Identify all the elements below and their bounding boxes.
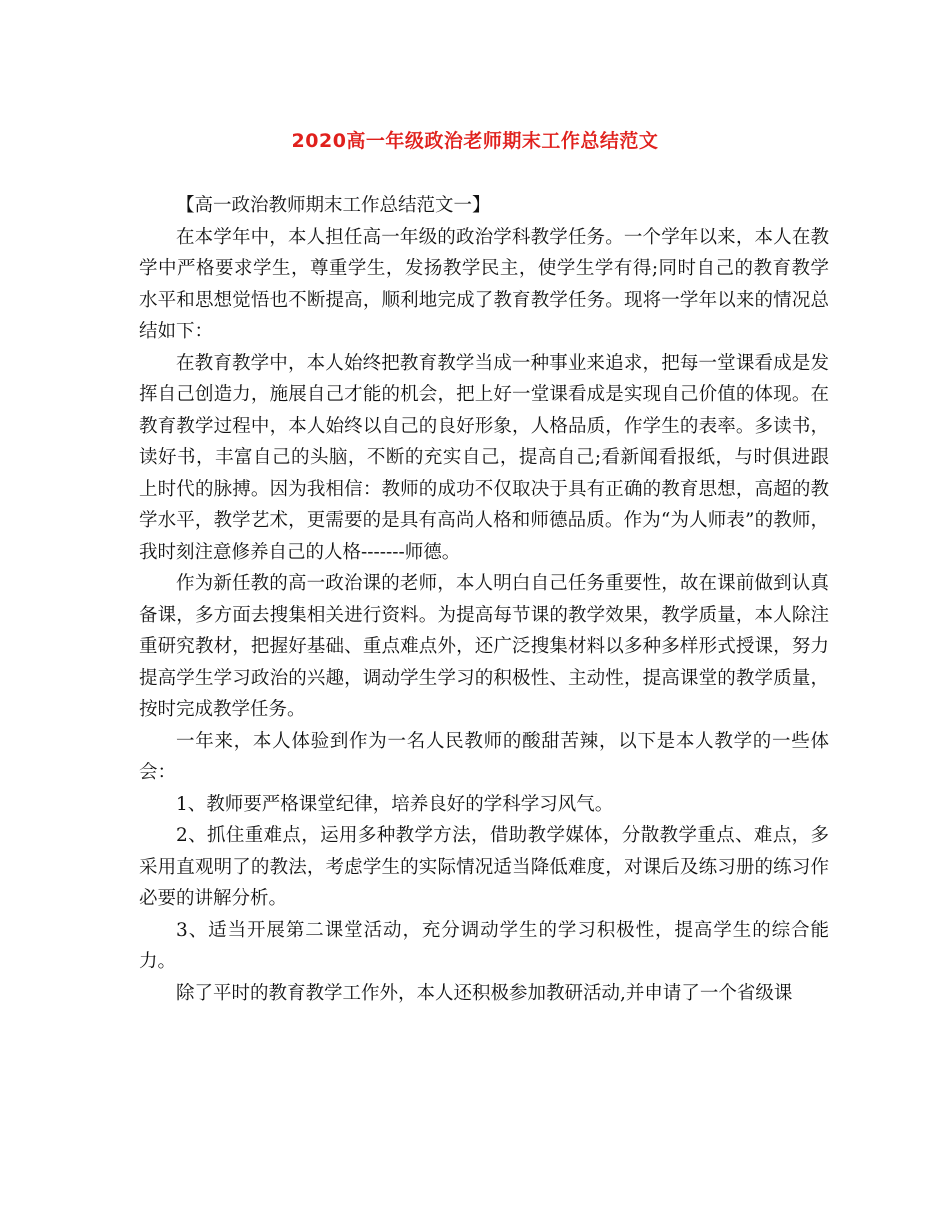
paragraph: 作为新任教的高一政治课的老师，本人明白自己任务重要性，故在课前做到认真备课，多方面去搜集相关进行资料。为提高每节课的教学效果，教学质量，本人除注重研究教材，把握好基础、重点难点外，还广泛搜集材料以多种多样形式授课，努力提高学生学习政治的兴趣，调动学生学习的积极性、主动性，提高课堂的教学质量，按时完成教学任务。 <box>139 573 829 720</box>
paragraph: 除了平时的教育教学工作外，本人还积极参加教研活动,并申请了一个省级课 <box>176 982 793 1004</box>
list-item: 3、适当开展第二课堂活动，充分调动学生的学习积极性，提高学生的综合能力。 <box>139 919 829 972</box>
paragraph: 在教育教学中，本人始终把教育教学当成一种事业来追求，把每一堂课看成是发挥自己创造力，施展自己才能的机会，把上好一堂课看成是实现自己价值的体现。在教育教学过程中，本人始终以自己的良好形象，人格品质，作学生的表率。多读书，读好书，丰富自己的头脑，不断的充实自己，提高自己;看新闻看报纸，与时俱进跟上时代的脉搏。因为我相信：教师的成功不仅取决于具有正确的教育思想，高超的教学水平，教学艺术，更需要的是具有高尚人格和师德品质。作为“为人师表”的教师，我时刻注意修养自己的人格-------师德。 <box>139 352 829 563</box>
section-heading: 【高一政治教师期末工作总结范文一】 <box>176 195 491 216</box>
list-item: 1、教师要严格课堂纪律，培养良好的学科学习风气。 <box>176 793 614 815</box>
paragraph: 一年来，本人体验到作为一名人民教师的酸甜苦辣，以下是本人教学的一些体会： <box>139 730 829 783</box>
paragraph: 在本学年中，本人担任高一年级的政治学科教学任务。一个学年以来，本人在教学中严格要求学生，尊重学生，发扬教学民主，使学生学有得;同时自己的教育教学水平和思想觉悟也不断提高，顺利地完成了教育教学任务。现将一学年以来的情况总结如下： <box>139 226 829 342</box>
list-item: 2、抓住重难点，运用多种教学方法，借助教学媒体，分散教学重点、难点，多采用直观明了的教法，考虑学生的实际情况适当降低难度，对课后及练习册的练习作必要的讲解分析。 <box>139 825 829 909</box>
document-title: 2020高一年级政治老师期末工作总结范文 <box>291 130 659 152</box>
document-body <box>139 190 829 1009</box>
